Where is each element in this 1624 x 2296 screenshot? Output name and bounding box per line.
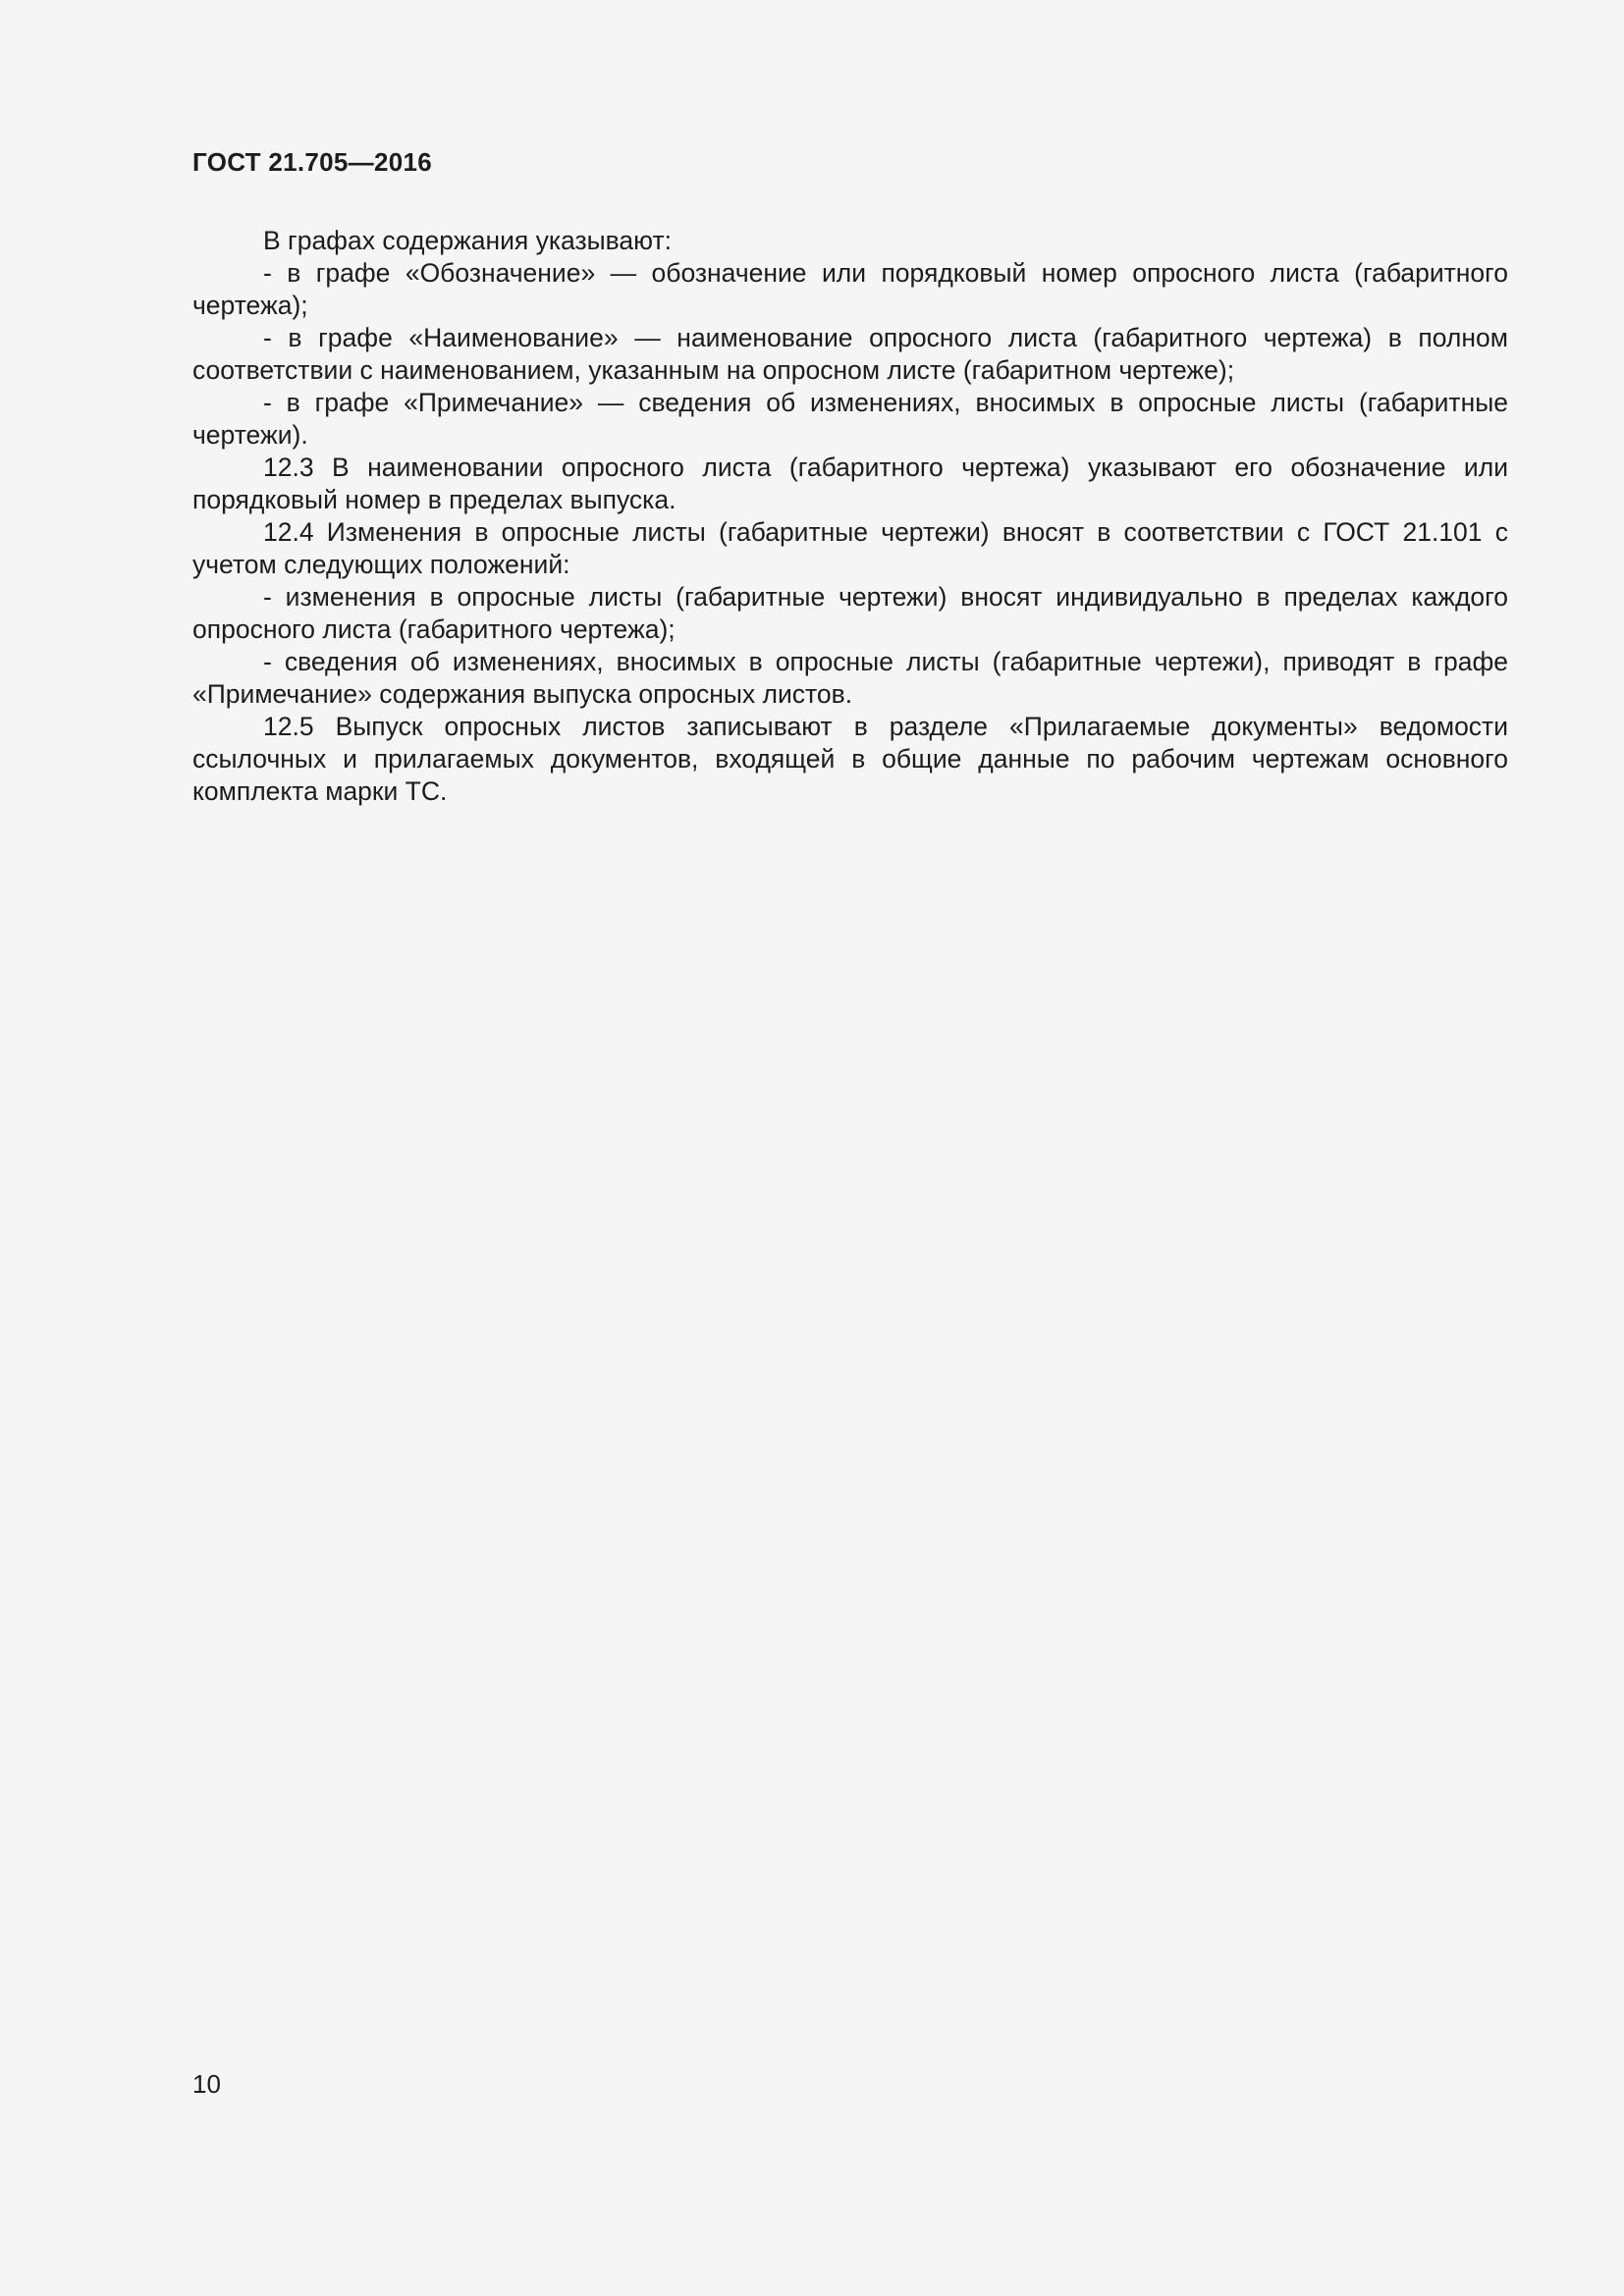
paragraph-clause-12-5: 12.5 Выпуск опросных листов записывают в разделе «Прилагаемые документы» ведомости ссылочных и прилагаемых документов, входящей в общие данные по рабочим чертежам основного комплекта марки ТС. bbox=[192, 712, 1508, 806]
paragraph-clause-12-3: 12.3 В наименовании опросного листа (габаритного чертежа) указывают его обозначение или порядковый номер в пределах выпуска. bbox=[192, 453, 1508, 514]
paragraph-list-item: - сведения об изменениях, вносимых в опросные листы (габаритные чертежи), приводят в графе «Примечание» содержания выпуска опросных листов. bbox=[192, 647, 1508, 709]
standard-code-header: ГОСТ 21.705—2016 bbox=[192, 147, 433, 177]
paragraph-list-item: - в графе «Примечание» — сведения об изменениях, вносимых в опросные листы (габаритные чертежи). bbox=[192, 388, 1508, 450]
paragraph-list-item: - изменения в опросные листы (габаритные чертежи) вносят индивидуально в пределах каждого опросного листа (габаритного чертежа); bbox=[192, 582, 1508, 644]
paragraph-intro: В графах содержания указывают: bbox=[263, 226, 672, 255]
body-text bbox=[192, 225, 1508, 808]
paragraph-list-item: - в графе «Наименование» — наименование опросного листа (габаритного чертежа) в полном соответствии с наименованием, указанным на опросном листе (габаритном чертеже); bbox=[192, 323, 1508, 385]
paragraph-clause-12-4: 12.4 Изменения в опросные листы (габаритные чертежи) вносят в соответствии с ГОСТ 21.101 с учетом следующих положений: bbox=[192, 517, 1508, 579]
page-number: 10 bbox=[192, 2069, 221, 2099]
paragraph-list-item: - в графе «Обозначение» — обозначение или порядковый номер опросного листа (габаритного чертежа); bbox=[192, 258, 1508, 320]
